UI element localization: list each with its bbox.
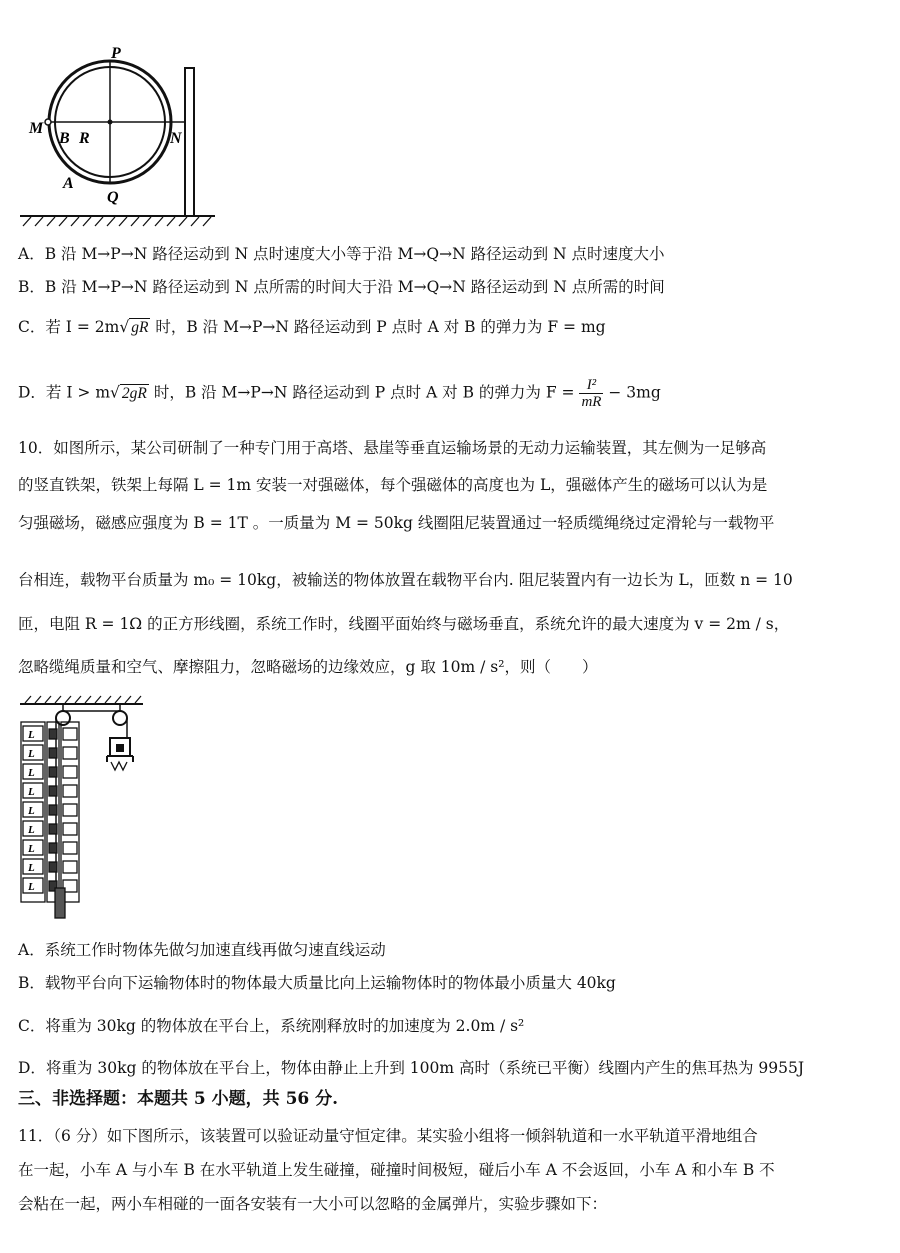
magnet-block [61,722,79,902]
label-p: P [111,45,121,62]
magnet-block [63,861,77,873]
magnet-block [49,805,57,815]
coil-label: L [28,881,35,893]
q10-line-3: 匀强磁场，磁感应强度为 B = 1T 。一质量为 M = 50kg 线圈阻尼装置通过一轻质缆绳绕过定滑轮与一载物平 [18,514,775,532]
label-a: A [63,175,74,192]
magnet-block [63,728,77,740]
q9-option-c: C．若 I = 2m√ gR 时，B 沿 M→P→N 路径运动到 P 点时 A 对 B 的弹力为 F = mg [18,318,606,336]
magnet-block [49,767,57,777]
magnet-block [63,785,77,797]
q10-line-4: 台相连，载物平台质量为 m₀ = 10kg，被输送的物体放置在载物平台内. 阻尼装置内有一边长为 L，匝数 n = 10 [18,571,793,589]
magnet-block [63,747,77,759]
circle-track-figure [15,40,215,230]
q9-option-b: B．B 沿 M→P→N 路径运动到 N 点所需的时间大于沿 M→Q→N 路径运动到 N 点所需的时间 [18,278,665,296]
magnet-block [49,729,57,739]
magnet-block [49,843,57,853]
coil-label: L [28,805,35,817]
q11-line-2: 在一起，小车 A 与小车 B 在水平轨道上发生碰撞，碰撞时间极短，碰后小车 A 不会返回，小车 A 和小车 B 不 [18,1161,775,1179]
q10-line-2: 的竖直铁架，铁架上每隔 L = 1m 安装一对强磁体，每个强磁体的高度也为 L，强磁体产生的磁场可以认为是 [18,476,768,494]
q10-line-1: 10．如图所示，某公司研制了一种专门用于高塔、悬崖等垂直运输场景的无动力运输装置，其左侧为一足够高 [18,439,767,457]
coil-label: L [28,862,35,874]
coil-label: L [28,824,35,836]
q9-option-d: D．若 I > m√ 2gR 时，B 沿 M→P→N 路径运动到 P 点时 A 对 B 的弹力为 F = $\frac{\text{I²}}{mR}$ − 3mg [18,377,661,410]
coil-label: L [28,843,35,855]
q10-line-6: 忽略缆绳质量和空气、摩擦阻力，忽略磁场的边缘效应，g 取 10m / s²，则（ ） [18,658,598,676]
q11-line-3: 会粘在一起，两小车相碰的一面各安装有一大小可以忽略的金属弹片，实验步骤如下： [18,1195,608,1213]
coil-label: L [28,729,35,741]
magnet-block [55,888,65,918]
q9-option-a: A．B 沿 M→P→N 路径运动到 N 点时速度大小等于沿 M→Q→N 路径运动到 N 点时速度大小 [18,245,665,263]
q11-line-1: 11．（6 分）如下图所示，该装置可以验证动量守恒定律。某实验小组将一倾斜轨道和一水平轨道平滑地组合 [18,1127,758,1145]
q10-option-d: D．将重为 30kg 的物体放在平台上，物体由静止上升到 100m 高时（系统已平衡）线圈内产生的焦耳热为 9955J [18,1059,805,1077]
magnet-block [63,804,77,816]
section-3-heading: 三、非选择题：本题共 5 小题，共 56 分. [18,1089,339,1109]
q10-line-5: 匝，电阻 R = 1Ω 的正方形线圈，系统工作时，线圈平面始终与磁场垂直，系统允许的最大速度为 v = 2m / s， [18,615,790,633]
magnet-block [49,748,57,758]
magnet-block [63,842,77,854]
magnet-block [49,862,57,872]
label-q: Q [107,189,119,206]
label-r: R [79,130,90,147]
q10-option-c: C．将重为 30kg 的物体放在平台上，系统刚释放时的加速度为 2.0m / s² [18,1017,525,1035]
coil-label: L [28,786,35,798]
label-n: N [170,130,182,147]
magnet-block [49,824,57,834]
coil-label: L [28,767,35,779]
coil-label: L [28,748,35,760]
q10-option-b: B．载物平台向下运输物体时的物体最大质量比向上运输物体时的物体最小质量大 40kg [18,974,616,992]
label-b: B [59,130,70,147]
magnet-block [63,766,77,778]
label-m: M [29,120,44,137]
magnet-block [49,786,57,796]
magnet-block [63,823,77,835]
transport-device-figure [15,692,150,932]
q10-option-a: A．系统工作时物体先做匀加速直线再做匀速直线运动 [18,941,386,959]
